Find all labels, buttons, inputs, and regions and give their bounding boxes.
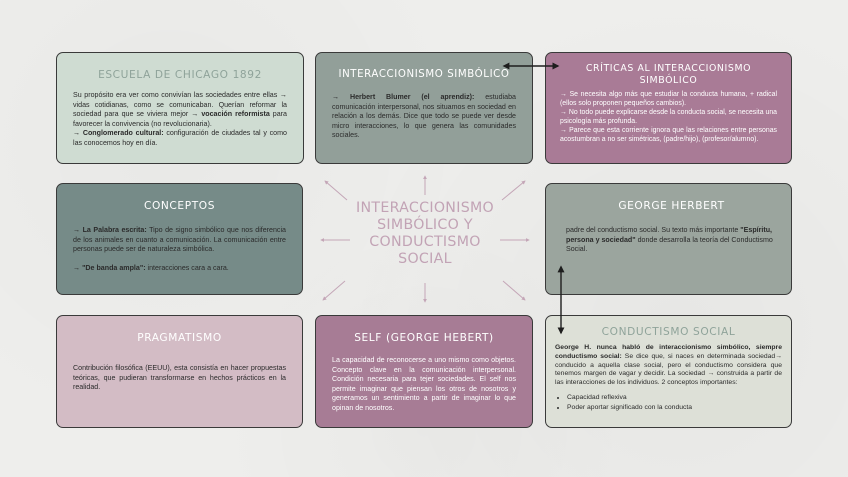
text-segment: estudiaba comunicación interpersonal, nos situamos en sociedad en relación a los demás. Dice que todo se puede ver desde micro interacciones, lo que genera las comunidades sociales. bbox=[332, 93, 516, 140]
bold-term: George H. nunca habló de interaccionismo simbólico, siempre conductismo social: bbox=[555, 344, 782, 360]
box-title: CONCEPTOS bbox=[143, 200, 216, 212]
bold-term: → Herbert Blumer (el aprendiz): bbox=[332, 93, 475, 101]
arrow-down-left bbox=[323, 281, 345, 300]
arrow-up-right bbox=[502, 181, 525, 200]
bold-term: → Conglomerado cultural: bbox=[73, 129, 164, 138]
text-segment: padre del conductismo social. Su texto más importante bbox=[566, 226, 741, 234]
text-segment: interacciones cara a cara. bbox=[145, 263, 229, 272]
box-title: SELF (GEORGE HEBERT) bbox=[354, 332, 494, 344]
paragraph: → Se necesita algo más que estudiar la conducta humana, + radical (ellos solo proponen pequeños cambios). bbox=[560, 91, 777, 108]
arrow-up-left bbox=[325, 181, 347, 200]
bold-term: → "De banda ampla": bbox=[73, 263, 146, 272]
bold-term: vocación reformista bbox=[201, 110, 270, 119]
list-item: • Capacidad reflexiva bbox=[567, 394, 782, 403]
box-title: PRAGMATISMO bbox=[137, 332, 222, 344]
paragraph: → Parece que esta corriente ignora que las relaciones entre personas acostumbran a no ser simétricas, (padre/hijo), (profesor/alumno). bbox=[560, 127, 777, 144]
bold-term: → La Palabra escrita: bbox=[73, 226, 147, 234]
paragraph: → No todo puede explicarse desde la conducta social, se necesita una psicología más profunda. bbox=[560, 109, 777, 126]
box-title: CRÍTICAS AL INTERACCIONISMO SIMBÓLICO bbox=[585, 63, 752, 86]
box-title: GEORGE HERBERT bbox=[618, 200, 725, 212]
box-title: CONDUCTISMO SOCIAL bbox=[601, 326, 736, 338]
text-segment: Tipo de signo simbólico que nos diferencia de los animales en cuanto a comunicación. La comunicación entre personas puede ser de naturaleza simbólica. bbox=[73, 226, 287, 254]
box-title: INTERACCIONISMO SIMBÓLICO bbox=[338, 69, 510, 80]
text-segment: Su propósito era ver como convivían las sociedades entre ellas → vidas cotidianas, como se comunicaban. Querían reformar la sociedad para que se viviera mejor → bbox=[73, 91, 287, 119]
list-item: • Poder aportar significado con la conducta bbox=[567, 404, 782, 413]
paragraph: La capacidad de reconocerse a uno mismo como objetos. Concepto clave en la comunicación interpersonal. Condición necesaria para tejer sociedades. El self nos permite imaginar que piensan los otros de nosotros y generamos un sentimiento a partir de imaginar lo que opinan de nosotros. bbox=[332, 356, 516, 412]
box-title: ESCUELA DE CHICAGO 1892 bbox=[98, 69, 262, 81]
text-segment: Se dice que, si naces en determinada sociedad→ conducido a aquella clase social, pero el conductismo considera que tenemos margen de vagar y decidir. La sociedad → construida a partir de las interacciones de los individuos. 2 conceptos importantes: bbox=[555, 352, 783, 387]
text-segment: para favorecer la convivencia (no revolucionaria). bbox=[73, 110, 287, 128]
text-segment: configuración de ciudades tal y como las conocemos hoy en día. bbox=[73, 129, 287, 147]
bold-term: "Espíritu, persona y sociedad" bbox=[566, 226, 773, 244]
paragraph: Contribución filosófica (EEUU), esta consistía en hacer propuestas teóricas, que pudieran transformarse en hechos prácticos en la realidad. bbox=[73, 364, 286, 392]
center-title: INTERACCIONISMO SIMBÓLICO Y CONDUCTISMO SOCIAL bbox=[355, 200, 495, 267]
text-segment: donde desarrolla la teoría del Conductismo Social. bbox=[566, 235, 773, 254]
arrow-down-right bbox=[503, 281, 525, 300]
